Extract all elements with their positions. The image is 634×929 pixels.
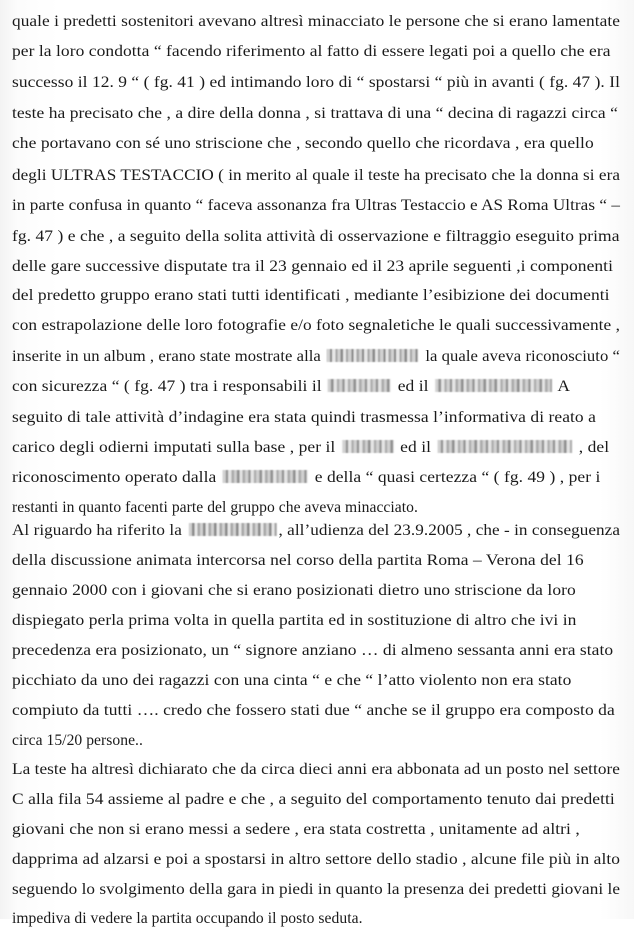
- redacted-name: [328, 379, 391, 392]
- text-line: [12, 521, 620, 541]
- line-text: fg. 47 ) e che , a seguito della solita attività di osservazione e filtraggio eseguito prima: [12, 228, 620, 245]
- text-line: [12, 166, 620, 186]
- text-line: [12, 498, 418, 518]
- text-line: [12, 316, 620, 336]
- redacted-name: [327, 349, 419, 362]
- line-text: ed il: [393, 378, 433, 395]
- line-text: la quale aveva riconosciuto “: [421, 348, 620, 365]
- text-line: [12, 760, 620, 780]
- line-text: ed il: [395, 439, 436, 456]
- line-text: , all’udienza del 23.9.2005 , che - in conseguenza: [278, 522, 620, 539]
- line-text: Al riguardo ha riferito la: [12, 522, 187, 539]
- redacted-name: [435, 379, 551, 392]
- text-line: [12, 731, 143, 751]
- line-text: per la loro condotta “ facendo riferimento al fatto di essere legati poi a quello che era: [12, 43, 611, 60]
- line-text: compiuto da tutti …. credo che fossero stati due “ anche se il gruppo era composto da: [12, 702, 615, 719]
- text-line: [12, 468, 600, 488]
- line-text: La teste ha altresì dichiarato che da circa dieci anni era abbonata ad un posto nel settore: [12, 761, 620, 778]
- line-text: riconoscimento operato dalla: [12, 469, 221, 486]
- line-text: dapprima ad alzarsi e poi a spostarsi in altro settore dello stadio , alcune file più in alto: [12, 851, 620, 868]
- line-text: C alla fila 54 assieme al padre e che , a seguito del comportamento tenuto dai predetti: [12, 791, 615, 808]
- text-line: [12, 850, 620, 870]
- redacted-name: [188, 523, 276, 536]
- line-text: circa 15/20 persone..: [12, 732, 143, 749]
- text-line: [12, 641, 613, 661]
- line-text: che portavano con sé uno striscione che , secondo quello che ricordava , era quello: [12, 135, 594, 152]
- text-line: [12, 611, 576, 631]
- line-text: e della “ quasi certezza “ ( fg. 49 ) , per i: [310, 469, 601, 486]
- line-text: quale i predetti sostenitori avevano altresì minacciato le persone che si erano lamentate: [12, 13, 620, 30]
- line-text: delle gare successive disputate tra il 23 gennaio ed il 23 aprile seguenti ,i componenti: [12, 258, 613, 275]
- line-text: precedenza era posizionato, un “ signore anziano … di almeno sessanta anni era stato: [12, 642, 614, 659]
- text-line: [12, 377, 570, 397]
- line-text: degli ULTRAS TESTACCIO ( in merito al quale il teste ha precisato che la donna si era: [12, 167, 620, 184]
- text-line: [12, 134, 594, 154]
- text-line: [12, 73, 620, 93]
- text-line: [12, 408, 596, 428]
- line-text: seguito di tale attività d’indagine era stata quindi trasmessa l’informativa di reato a: [12, 409, 596, 426]
- line-text: con estrapolazione delle loro fotografie e/o foto segnaletiche le quali successivamente ,: [12, 317, 621, 334]
- line-text: impediva di vedere la partita occupando il posto seduta.: [12, 910, 363, 927]
- text-line: [12, 820, 580, 840]
- text-line: [12, 880, 620, 900]
- line-text: , del: [574, 439, 610, 456]
- text-line: [12, 438, 609, 458]
- line-text: A: [553, 378, 571, 395]
- text-line: [12, 909, 363, 929]
- text-line: [12, 551, 584, 571]
- text-line: [12, 701, 615, 721]
- line-text: inserite in un album , erano state mostrate alla: [12, 348, 326, 365]
- redacted-name: [342, 440, 394, 453]
- line-text: gennaio 2000 con i giovani che si erano posizionati dietro uno striscione da loro: [12, 582, 576, 599]
- text-line: [12, 12, 620, 32]
- text-line: [12, 581, 576, 601]
- line-text: picchiato da uno dei ragazzi con una cinta “ e che “ l’atto violento non era stato: [12, 672, 572, 689]
- redacted-name: [223, 470, 308, 483]
- text-line: [12, 671, 571, 691]
- line-text: in parte confusa in quanto “ faceva assonanza fra Ultras Testaccio e AS Roma Ultras “ –: [12, 197, 620, 214]
- text-line: [12, 286, 610, 306]
- text-line: [12, 347, 620, 367]
- line-text: teste ha precisato che , a dire della donna , si trattava di una “ decina di ragazzi circa “: [12, 105, 618, 122]
- redacted-name: [438, 440, 572, 453]
- line-text: del predetto gruppo erano stati tutti identificati , mediante l’esibizione dei documenti: [12, 287, 610, 304]
- line-text: restanti in quanto facenti parte del gruppo che aveva minacciato.: [12, 499, 418, 516]
- line-text: con sicurezza “ ( fg. 47 ) tra i responsabili il: [12, 378, 327, 395]
- line-text: successo il 12. 9 “ ( fg. 41 ) ed intimando loro di “ spostarsi “ più in avanti ( fg. 47 ). Il: [12, 74, 620, 91]
- text-line: [12, 104, 618, 124]
- line-text: carico degli odierni imputati sulla base , per il: [12, 439, 340, 456]
- text-line: [12, 257, 613, 277]
- line-text: dispiegato perla prima volta in quella partita ed in sostituzione di altro che ivi in: [12, 612, 577, 629]
- line-text: seguendo lo svolgimento della gara in piedi in quanto la presenza dei predetti giovani le: [12, 881, 620, 898]
- text-line: [12, 196, 620, 216]
- line-text: giovani che non si erano messi a sedere , era stata costretta , unitamente ad altri ,: [12, 821, 580, 838]
- text-line: [12, 227, 620, 247]
- line-text: della discussione animata intercorsa nel corso della partita Roma – Verona del 16: [12, 552, 584, 569]
- text-line: [12, 790, 615, 810]
- text-line: [12, 42, 611, 62]
